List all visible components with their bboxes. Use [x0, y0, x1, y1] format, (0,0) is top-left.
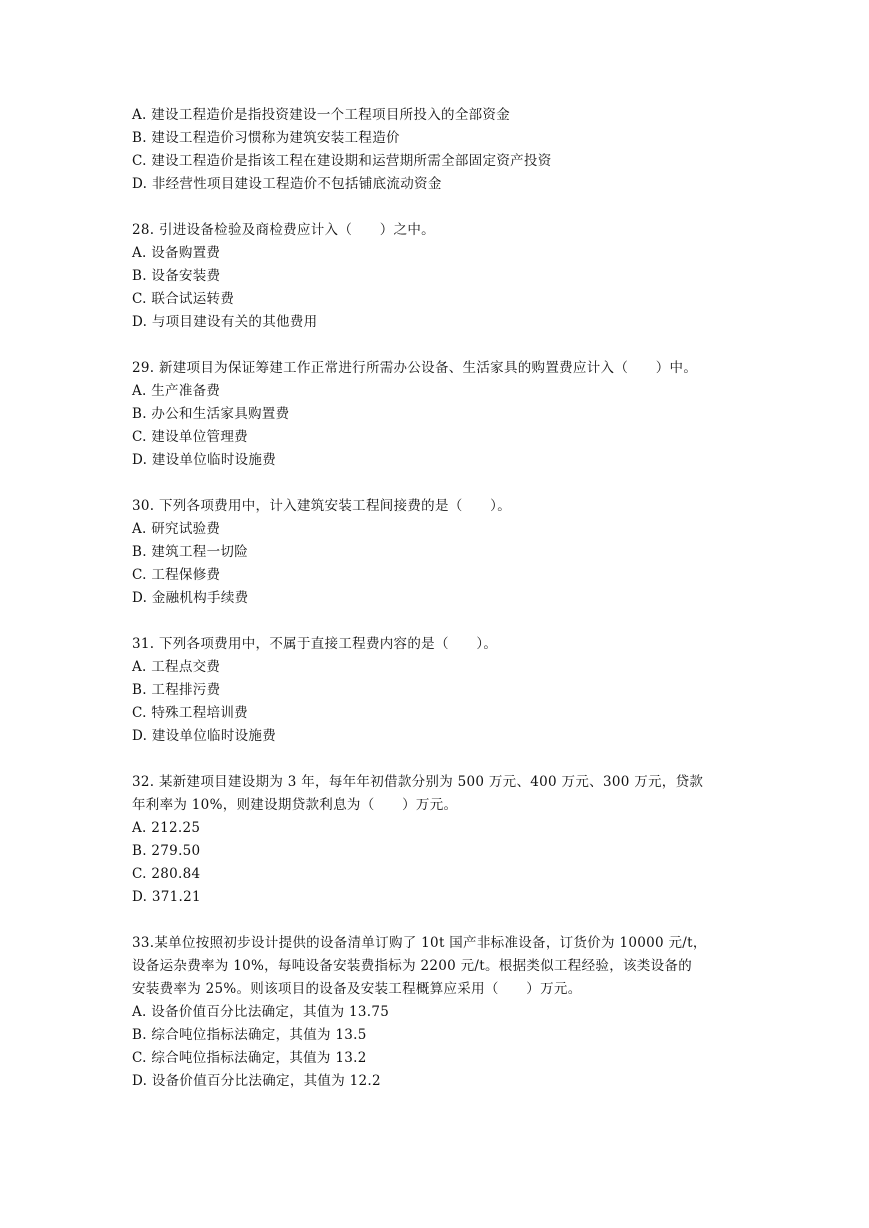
question-29 [132, 357, 742, 472]
question-stem-line-2: 设备运杂费率为 10%，每吨设备安装费指标为 2200 元/t。根据类似工程经验，该类设备的 [132, 958, 693, 974]
option-b: B. 建设工程造价习惯称为建筑安装工程造价 [132, 130, 400, 146]
option-c: C. 联合试运转费 [132, 291, 235, 307]
option-b: B. 办公和生活家具购置费 [132, 406, 290, 422]
option-d: D. 建设单位临时设施费 [132, 728, 277, 744]
question-33 [132, 932, 742, 1093]
question-stem-line-2: 年利率为 10%，则建设期贷款利息为（ ）万元。 [132, 797, 458, 813]
option-c: C. 建设单位管理费 [132, 429, 248, 445]
option-b: B. 建筑工程一切险 [132, 544, 249, 560]
option-c: C. 特殊工程培训费 [132, 705, 248, 721]
option-d: D. 非经营性项目建设工程造价不包括铺底流动资金 [132, 176, 442, 192]
question-32 [132, 771, 742, 909]
option-a: A. 设备价值百分比法确定，其值为 13.75 [132, 1004, 390, 1020]
option-d: D. 金融机构手续费 [132, 590, 249, 606]
option-a: A. 工程点交费 [132, 659, 221, 675]
option-c: C. 综合吨位指标法确定，其值为 13.2 [132, 1050, 367, 1066]
option-a: A. 研究试验费 [132, 521, 221, 537]
question-stem: 29. 新建项目为保证筹建工作正常进行所需办公设备、生活家具的购置费应计入（ ）中。 [132, 360, 698, 376]
option-a: A. 生产准备费 [132, 383, 221, 399]
option-d: D. 设备价值百分比法确定，其值为 12.2 [132, 1073, 381, 1089]
question-30 [132, 495, 742, 610]
question-stem: 30. 下列各项费用中，计入建筑安装工程间接费的是（ ）。 [132, 498, 512, 514]
option-b: B. 279.50 [132, 843, 201, 859]
option-a: A. 设备购置费 [132, 245, 221, 261]
option-c: C. 建设工程造价是指该工程在建设期和运营期所需全部固定资产投资 [132, 153, 552, 169]
question-28 [132, 219, 742, 334]
option-a: A. 建设工程造价是指投资建设一个工程项目所投入的全部资金 [132, 107, 511, 123]
document-page [132, 104, 742, 1093]
question-27-options [132, 104, 742, 196]
question-stem: 31. 下列各项费用中，不属于直接工程费内容的是（ ）。 [132, 636, 498, 652]
question-stem-line-1: 32. 某新建项目建设期为 3 年，每年年初借款分别为 500 万元、400 万元、300 万元，贷款 [132, 774, 704, 790]
option-b: B. 设备安装费 [132, 268, 221, 284]
option-a: A. 212.25 [132, 820, 201, 836]
option-d: D. 371.21 [132, 889, 201, 905]
option-b: B. 工程排污费 [132, 682, 221, 698]
question-stem: 28. 引进设备检验及商检费应计入（ ）之中。 [132, 222, 435, 238]
option-d: D. 与项目建设有关的其他费用 [132, 314, 318, 330]
option-c: C. 280.84 [132, 866, 201, 882]
option-b: B. 综合吨位指标法确定，其值为 13.5 [132, 1027, 367, 1043]
question-stem-line-3: 安装费率为 25%。则该项目的设备及安装工程概算应采用（ ）万元。 [132, 981, 582, 997]
option-d: D. 建设单位临时设施费 [132, 452, 277, 468]
question-31 [132, 633, 742, 748]
question-stem-line-1: 33.某单位按照初步设计提供的设备清单订购了 10t 国产非标准设备，订货价为 10000 元/t， [132, 935, 707, 951]
option-c: C. 工程保修费 [132, 567, 221, 583]
